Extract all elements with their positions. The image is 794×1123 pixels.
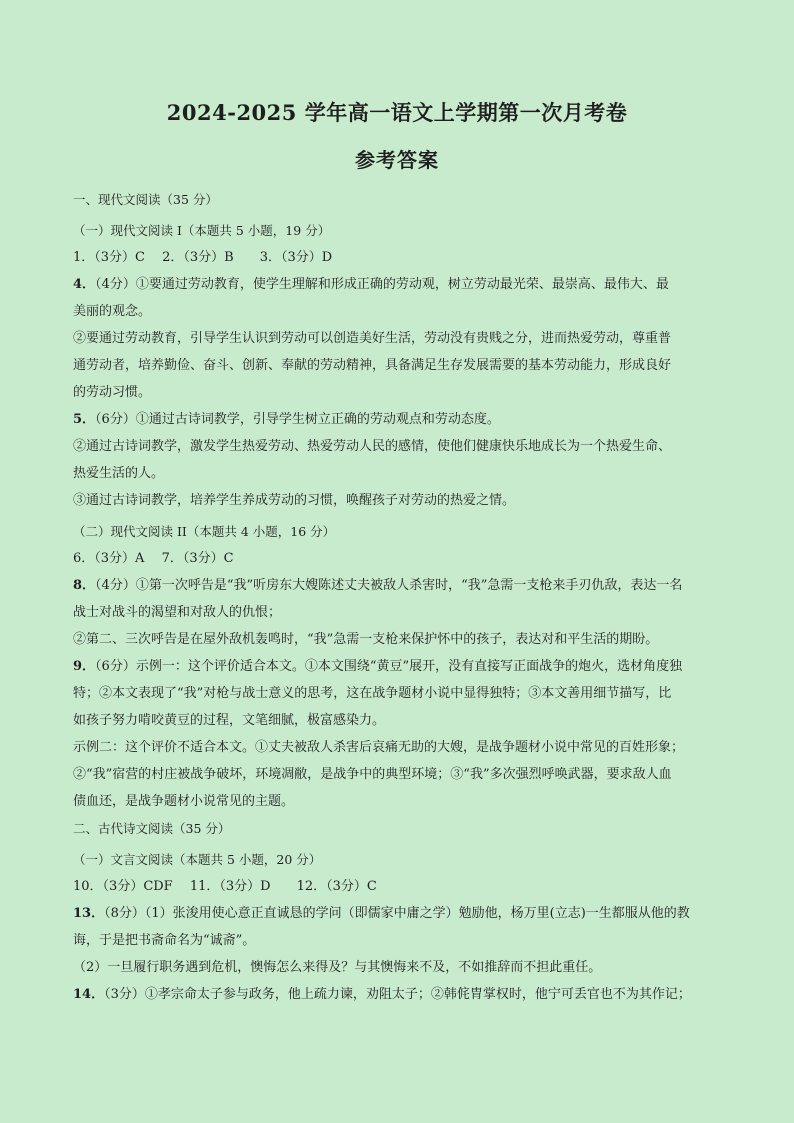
- q5-line-4: ③通过古诗词教学，培养学生养成劳动的习惯，唤醒孩子对劳动的热爱之情。: [73, 493, 516, 508]
- subsection-heading-2a: （一）文言文阅读（本题共 5 小题，20 分）: [73, 852, 322, 867]
- q8-line-3: ②第二、三次呼告是在屋外敌机轰鸣时，“我”急需一支枪来保护怀中的孩子，表达对和平生活的期盼。: [73, 632, 659, 647]
- q5-line-1: （6分）①通过古诗词教学，引导学生树立正确的劳动观点和劳动态度。: [95, 412, 500, 427]
- answer-q14: [73, 981, 722, 1008]
- answer-q9: [73, 653, 722, 680]
- q9-line-1: （6分）示例一：这个评价适合本文。①本文围绕“黄豆”展开，没有直接写正面战争的炮火，选材角度独: [95, 659, 683, 674]
- q5-line-2: ②通过古诗词教学，激发学生热爱劳动、热爱劳动人民的感情，使他们健康快乐地成长为一个热爱生命、: [73, 439, 672, 454]
- q13-line-2: 诲，于是把书斋命名为“诚斋”。: [73, 933, 256, 948]
- answer-q6-7: 6．（3分）A 7．（3分）C: [73, 551, 234, 566]
- q8-line-1: （4分）①第一次呼告是“我”听房东大嫂陈述丈夫被敌人杀害时，“我”急需一支枪来手刃仇敌，表达一名: [95, 578, 683, 593]
- section-heading-2: 二、古代诗文阅读（35 分）: [73, 821, 231, 836]
- q4-line-4: 通劳动者，培养勤俭、奋斗、创新、奉献的劳动精神，具备满足生存发展需要的基本劳动能力，形成良好: [73, 358, 672, 373]
- subsection-heading-1a: （一）现代文阅读 I（本题共 5 小题，19 分）: [73, 223, 331, 238]
- q14-line-1: （3分）①孝宗命太子参与政务，他上疏力谏，劝阻太子；②韩侂胄掌权时，他宁可丢官也不为其作记；: [104, 987, 691, 1002]
- q8-label: 8．: [73, 578, 96, 593]
- answer-q4: [73, 271, 722, 298]
- q9-label: 9．: [73, 659, 96, 674]
- page-subtitle: 参考答案: [355, 148, 439, 172]
- answer-content: [73, 186, 722, 1008]
- q4-line-2: 美丽的观念。: [73, 304, 152, 319]
- q13-line-1: （8分）（1）张浚用使心意正直诚恳的学问（即儒家中庸之学）勉励他，杨万里(立志)一生都服从他的教: [104, 906, 690, 921]
- q4-label: 4．: [73, 277, 96, 292]
- q5-label: 5．: [73, 412, 96, 427]
- section-heading-1: 一、现代文阅读（35 分）: [73, 192, 218, 207]
- q4-line-5: 的劳动习惯。: [73, 385, 152, 400]
- q4-line-3: ②要通过劳动教育，引导学生认识到劳动可以创造美好生活，劳动没有贵贱之分，进而热爱劳动，尊重普: [73, 331, 672, 346]
- answer-q8: [73, 572, 722, 599]
- q8-line-2: 战士对战斗的渴望和对敌人的仇恨；: [73, 605, 282, 620]
- q13-line-3: （2）一旦履行职务遇到危机，懊悔怎么来得及？与其懊悔来不及，不如推辞而不担此重任。: [73, 960, 602, 975]
- q9-line-4: 示例二：这个评价不适合本文。①丈夫被敌人杀害后哀痛无助的大嫂，是战争题材小说中常见的百姓形象；: [73, 740, 685, 755]
- answer-q5: [73, 406, 722, 433]
- subsection-heading-1b: （二）现代文阅读 II（本题共 4 小题，16 分）: [73, 524, 336, 539]
- answer-q1-3: 1．（3分）C 2．（3分）B 3．（3分）D: [73, 250, 333, 265]
- q9-line-2: 特；②本文表现了“我”对枪与战士意义的思考，这在战争题材小说中显得独特；③本文善用细节描写，比: [73, 686, 672, 701]
- q14-label: 14．: [73, 987, 105, 1002]
- answer-q13: [73, 900, 722, 927]
- page-title: 2024-2025 学年高一语文上学期第一次月考卷: [166, 100, 628, 125]
- answer-q10-12: 10．（3分）CDF 11．（3分）D 12．（3分）C: [73, 879, 377, 894]
- q9-line-5: ②“我”宿营的村庄被战争破坏，环境凋敝，是战争中的典型环境；③“我”多次强烈呼唤武器，要求敌人血: [73, 767, 672, 782]
- q9-line-6: 债血还，是战争题材小说常见的主题。: [73, 794, 295, 809]
- q13-label: 13．: [73, 906, 105, 921]
- q4-line-1: （4分）①要通过劳动教育，使学生理解和形成正确的劳动观，树立劳动最光荣、最崇高、最伟大、最: [95, 277, 669, 292]
- q5-line-3: 热爱生活的人。: [73, 466, 165, 481]
- q9-line-3: 如孩子努力啃咬黄豆的过程，文笔细腻，极富感染力。: [73, 713, 386, 728]
